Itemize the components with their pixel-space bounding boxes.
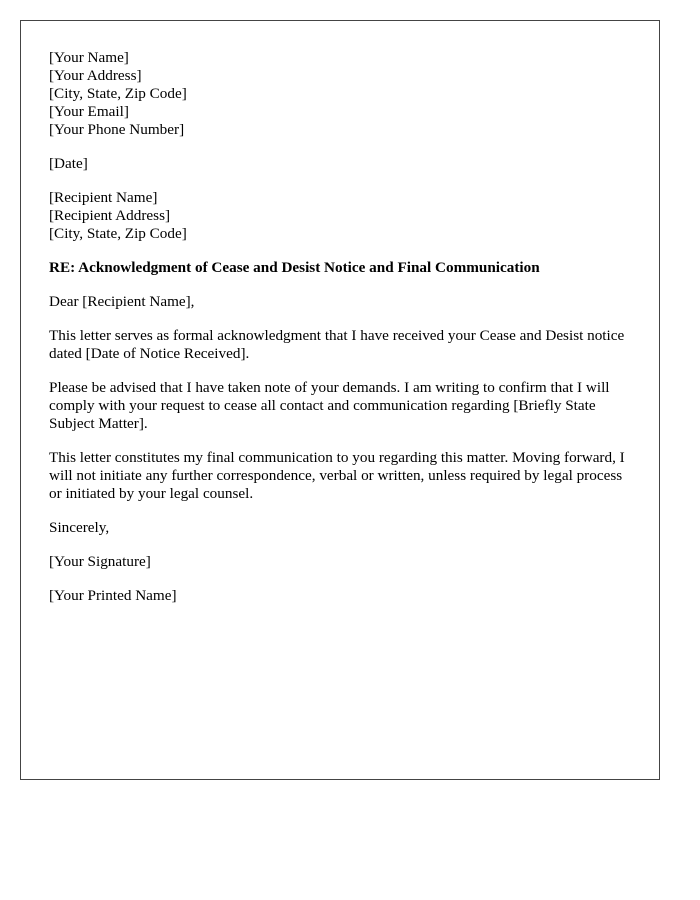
recipient-city-state-zip: [City, State, Zip Code] bbox=[49, 225, 187, 242]
recipient-block bbox=[49, 189, 629, 243]
sender-name: [Your Name] bbox=[49, 49, 129, 66]
closing: Sincerely, bbox=[49, 519, 110, 536]
sender-email: [Your Email] bbox=[49, 103, 129, 120]
recipient-address: [Recipient Address] bbox=[49, 207, 171, 224]
date-block bbox=[49, 155, 629, 173]
letter-content bbox=[49, 49, 629, 621]
sender-phone: [Your Phone Number] bbox=[49, 121, 185, 138]
recipient-name: [Recipient Name] bbox=[49, 189, 158, 206]
signature-placeholder: [Your Signature] bbox=[49, 553, 151, 570]
letter-date: [Date] bbox=[49, 155, 88, 172]
subject-line: RE: Acknowledgment of Cease and Desist Notice and Final Communication bbox=[49, 259, 540, 276]
letter-page bbox=[20, 20, 660, 780]
body-paragraph-1: This letter serves as formal acknowledgment that I have received your Cease and Desist notice dated [Date of Notice Received]. bbox=[49, 327, 625, 362]
sender-city-state-zip: [City, State, Zip Code] bbox=[49, 85, 187, 102]
salutation: Dear [Recipient Name], bbox=[49, 293, 195, 310]
body-paragraph-3: This letter constitutes my final communication to you regarding this matter. Moving forward, I will not initiate any further correspondence, verbal or written, unless required by legal process or initiated by your legal counsel. bbox=[49, 449, 625, 502]
printed-name: [Your Printed Name] bbox=[49, 587, 177, 604]
sender-block bbox=[49, 49, 629, 139]
sender-address: [Your Address] bbox=[49, 67, 142, 84]
body-paragraph-2: Please be advised that I have taken note of your demands. I am writing to confirm that I will comply with your request to cease all contact and communication regarding [Briefly State Subject Matter]. bbox=[49, 379, 610, 432]
